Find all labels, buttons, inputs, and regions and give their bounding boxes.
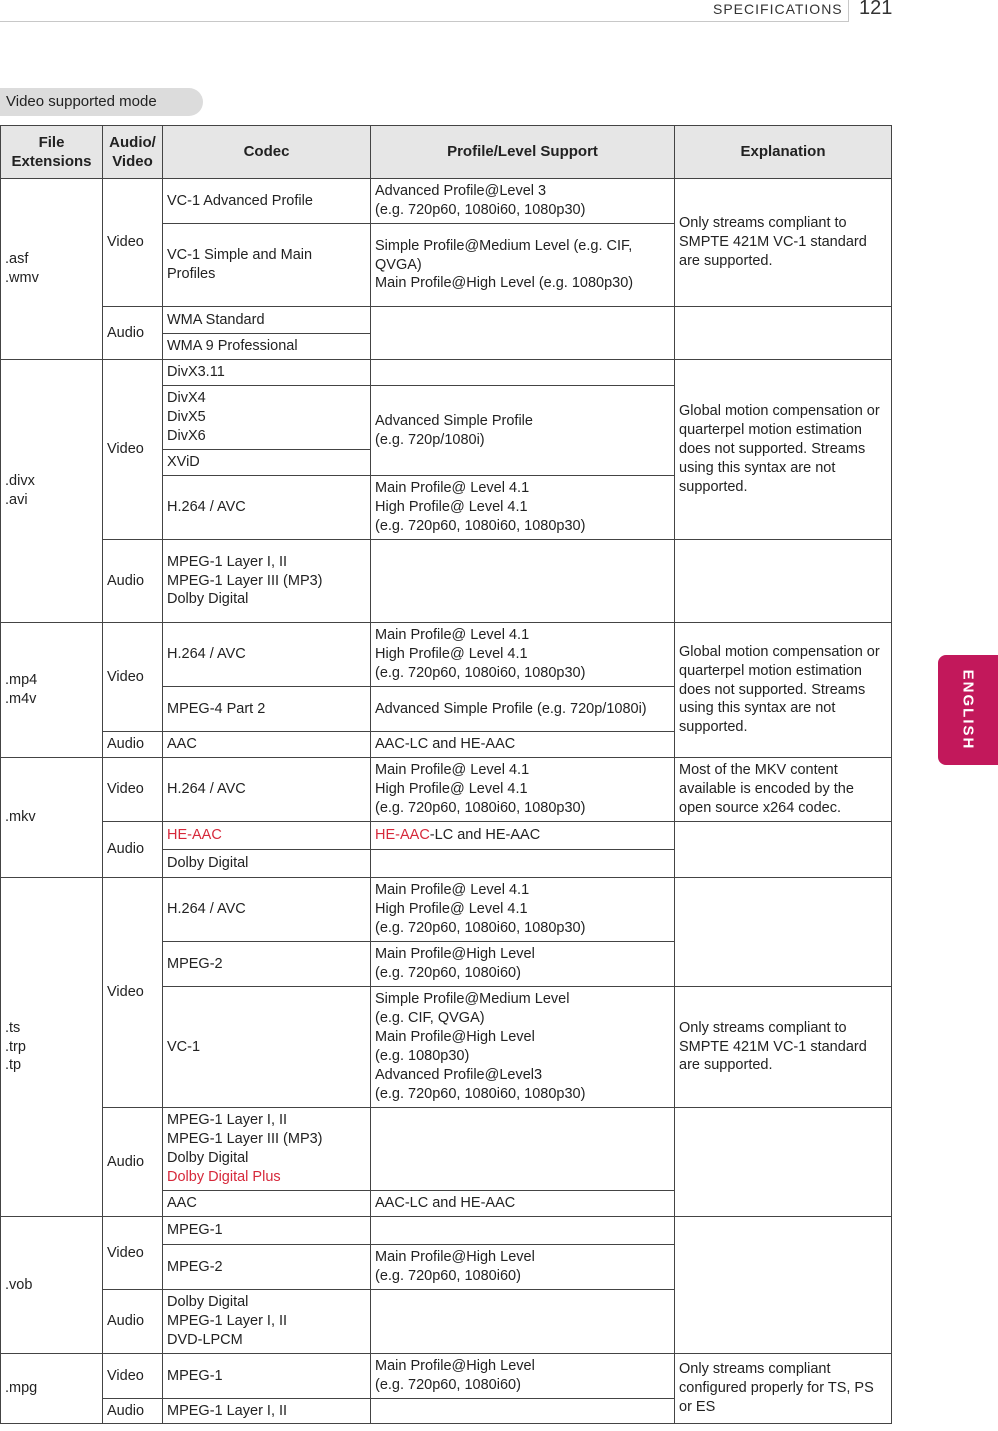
ext-cell: .mpg (1, 1354, 103, 1424)
table-row (1, 1217, 892, 1245)
ext-cell: .divx .avi (1, 360, 103, 623)
ext-cell: .mkv (1, 758, 103, 878)
type-cell: Video (103, 758, 163, 822)
explanation-cell: Global motion compensation or quarterpel motion estimation does not supported. Streams using this syntax are not supported. (675, 360, 892, 540)
codec-highlight: Dolby Digital Plus (167, 1168, 281, 1185)
table-row (1, 878, 892, 942)
codec-cell: VC-1 (163, 987, 371, 1108)
table-row (1, 623, 892, 687)
codec-cell: MPEG-1 Layer I, II MPEG-1 Layer III (MP3) Dolby Digital (163, 540, 371, 623)
profile-cell (371, 540, 675, 623)
codec-cell: MPEG-1 Layer I, II (163, 1399, 371, 1424)
type-cell: Video (103, 1354, 163, 1399)
col-profile-level: Profile/Level Support (371, 126, 675, 179)
profile-highlight: HE-AAC (375, 827, 430, 844)
codec-cell: VC-1 Advanced Profile (163, 179, 371, 224)
col-codec: Codec (163, 126, 371, 179)
codec-cell (163, 1108, 371, 1191)
type-cell: Audio (103, 822, 163, 878)
profile-cell (371, 850, 675, 878)
type-cell: Video (103, 878, 163, 1108)
type-cell: Audio (103, 540, 163, 623)
codec-cell: DivX3.11 (163, 360, 371, 386)
profile-cell (371, 1399, 675, 1424)
codec-cell: VC-1 Simple and Main Profiles (163, 224, 371, 307)
profile-cell: Main Profile@High Level (e.g. 720p60, 1080i60) (371, 942, 675, 987)
profile-text: -LC and HE-AAC (429, 827, 541, 844)
profile-cell (371, 360, 675, 386)
type-cell: Video (103, 360, 163, 540)
col-audio-video: Audio/ Video (103, 126, 163, 179)
codec-text: MPEG-1 Layer I, II MPEG-1 Layer III (MP3) Dolby Digital (167, 1112, 323, 1166)
language-tab (938, 655, 998, 765)
codec-cell: H.264 / AVC (163, 623, 371, 687)
codec-cell: H.264 / AVC (163, 758, 371, 822)
type-cell: Video (103, 1217, 163, 1290)
explanation-cell: Only streams compliant configured properly for TS, PS or ES (675, 1354, 892, 1424)
table-row (1, 1354, 892, 1399)
table-row (1, 179, 892, 224)
explanation-cell (675, 1108, 892, 1217)
ext-cell: .ts .trp .tp (1, 878, 103, 1217)
explanation-cell: Global motion compensation or quarterpel motion estimation does not supported. Streams using this syntax are not supported. (675, 623, 892, 758)
profile-cell: AAC-LC and HE-AAC (371, 732, 675, 758)
type-cell: Audio (103, 1399, 163, 1424)
type-cell: Video (103, 623, 163, 732)
codec-cell: Dolby Digital (163, 850, 371, 878)
section-title: Video supported mode (6, 93, 157, 110)
profile-cell: Main Profile@High Level (e.g. 720p60, 1080i60) (371, 1245, 675, 1290)
col-file-extensions: File Extensions (1, 126, 103, 179)
table-row (1, 540, 892, 623)
type-cell: Audio (103, 1290, 163, 1354)
section-label: SPECIFICATIONS (713, 1, 843, 17)
table-row (1, 758, 892, 822)
profile-cell: Main Profile@ Level 4.1 High Profile@ Level 4.1 (e.g. 720p60, 1080i60, 1080p30) (371, 623, 675, 687)
page-header (0, 0, 998, 24)
explanation-cell (675, 822, 892, 878)
type-cell: Audio (103, 1108, 163, 1217)
profile-cell (371, 1290, 675, 1354)
table-header-row (1, 126, 892, 179)
explanation-cell (675, 1217, 892, 1354)
table-row (1, 822, 892, 850)
codec-cell: H.264 / AVC (163, 878, 371, 942)
video-supported-table (0, 125, 892, 1424)
codec-cell: HE-AAC (163, 822, 371, 850)
type-cell: Audio (103, 307, 163, 360)
table-row (1, 360, 892, 386)
profile-cell (371, 822, 675, 850)
profile-cell: Main Profile@ Level 4.1 High Profile@ Level 4.1 (e.g. 720p60, 1080i60, 1080p30) (371, 476, 675, 540)
header-divider (848, 0, 849, 22)
explanation-cell (675, 307, 892, 360)
profile-cell: Main Profile@ Level 4.1 High Profile@ Level 4.1 (e.g. 720p60, 1080i60, 1080p30) (371, 758, 675, 822)
profile-cell: Simple Profile@Medium Level (e.g. CIF, QVGA) Main Profile@High Level (e.g. 1080p30) (371, 224, 675, 307)
codec-cell: MPEG-2 (163, 942, 371, 987)
explanation-cell: Only streams compliant to SMPTE 421M VC-1 standard are supported. (675, 987, 892, 1108)
profile-cell: Advanced Profile@Level 3 (e.g. 720p60, 1080i60, 1080p30) (371, 179, 675, 224)
codec-cell: H.264 / AVC (163, 476, 371, 540)
explanation-cell: Most of the MKV content available is encoded by the open source x264 codec. (675, 758, 892, 822)
profile-cell: AAC-LC and HE-AAC (371, 1191, 675, 1217)
section-title-pill (0, 88, 203, 116)
ext-cell: .asf .wmv (1, 179, 103, 360)
page-number: 121 (859, 0, 893, 19)
profile-cell (371, 307, 675, 360)
table-row (1, 307, 892, 334)
header-rule (0, 21, 848, 22)
profile-cell: Main Profile@ Level 4.1 High Profile@ Level 4.1 (e.g. 720p60, 1080i60, 1080p30) (371, 878, 675, 942)
language-tab-label: ENGLISH (959, 669, 977, 751)
ext-cell: .mp4 .m4v (1, 623, 103, 758)
type-cell: Video (103, 179, 163, 307)
codec-cell: MPEG-2 (163, 1245, 371, 1290)
explanation-cell (675, 540, 892, 623)
profile-cell: Advanced Simple Profile (e.g. 720p/1080i) (371, 386, 675, 476)
codec-cell: Dolby Digital MPEG-1 Layer I, II DVD-LPCM (163, 1290, 371, 1354)
profile-cell (371, 1108, 675, 1191)
codec-cell: DivX4 DivX5 DivX6 (163, 386, 371, 450)
explanation-cell (675, 878, 892, 987)
codec-cell: AAC (163, 732, 371, 758)
ext-cell: .vob (1, 1217, 103, 1354)
codec-cell: MPEG-1 (163, 1354, 371, 1399)
codec-cell: WMA Standard (163, 307, 371, 334)
explanation-cell: Only streams compliant to SMPTE 421M VC-1 standard are supported. (675, 179, 892, 307)
profile-cell: Advanced Simple Profile (e.g. 720p/1080i) (371, 687, 675, 732)
codec-cell: MPEG-1 (163, 1217, 371, 1245)
profile-cell: Main Profile@High Level (e.g. 720p60, 1080i60) (371, 1354, 675, 1399)
codec-cell: XViD (163, 450, 371, 476)
col-explanation: Explanation (675, 126, 892, 179)
table-row (1, 1108, 892, 1191)
codec-cell: MPEG-4 Part 2 (163, 687, 371, 732)
type-cell: Audio (103, 732, 163, 758)
codec-cell: WMA 9 Professional (163, 334, 371, 360)
profile-cell (371, 1217, 675, 1245)
codec-cell: AAC (163, 1191, 371, 1217)
profile-cell: Simple Profile@Medium Level (e.g. CIF, QVGA) Main Profile@High Level (e.g. 1080p30) Advanced Profile@Level3 (e.g. 720p60, 1080i60, 1080p30) (371, 987, 675, 1108)
